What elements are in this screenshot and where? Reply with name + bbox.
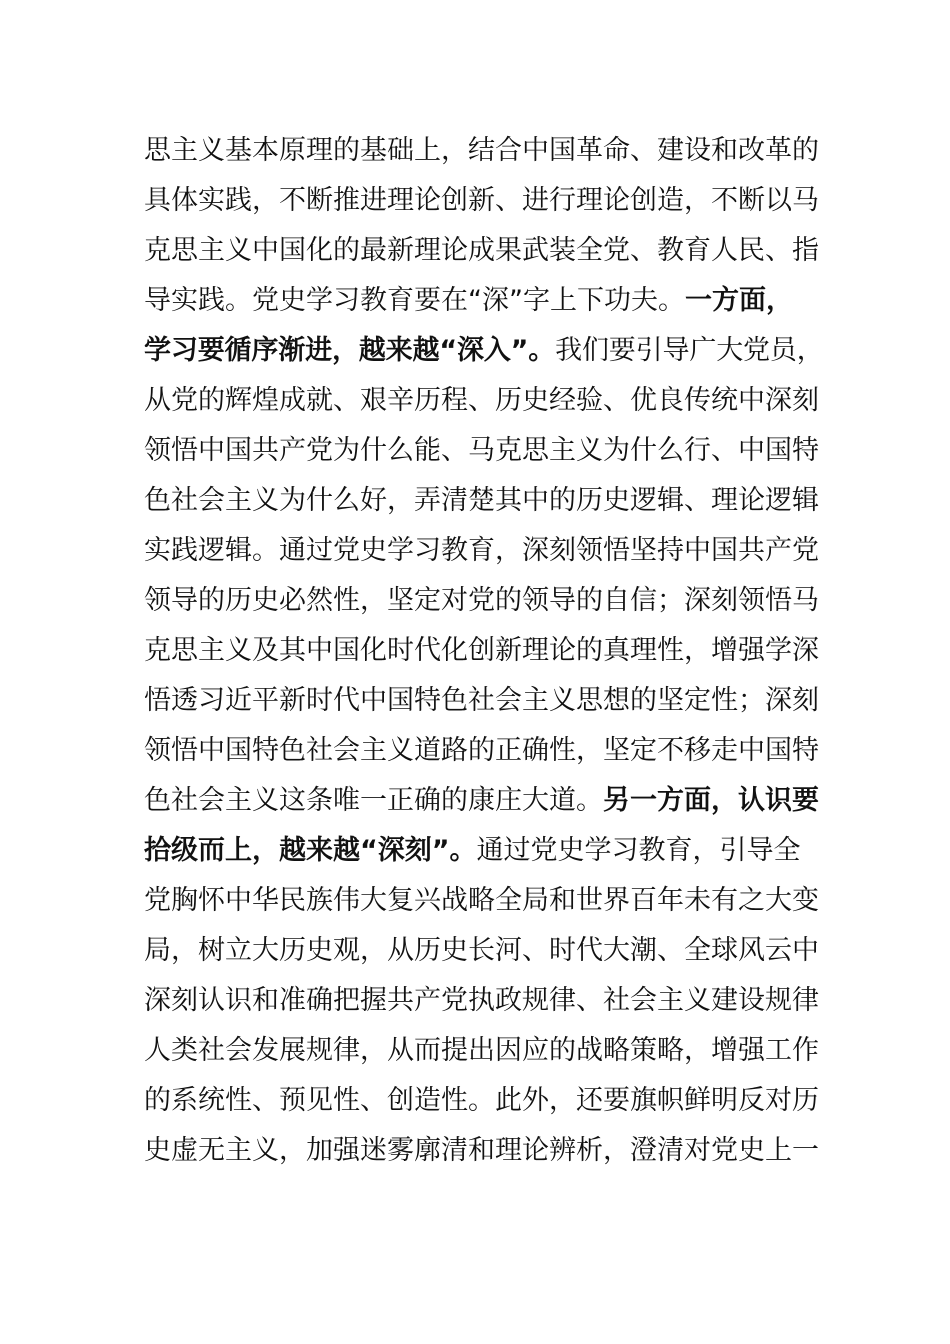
- text-line: [144, 426, 824, 476]
- text-line: [144, 1126, 824, 1176]
- text-line: [144, 176, 824, 226]
- text-run: 色社会主义为什么好，弄清楚其中的历史逻辑、理论逻辑: [144, 485, 819, 516]
- text-line: [144, 626, 824, 676]
- text-line: [144, 1076, 824, 1126]
- text-line: [144, 526, 824, 576]
- text-run: 史虚无主义，加强迷雾廓清和理论辨析，澄清对党史上一: [144, 1135, 819, 1166]
- text-line: [144, 126, 824, 176]
- text-line: [144, 776, 824, 826]
- bold-heading-run: 一方面，: [684, 285, 793, 316]
- text-run: 具体实践，不断推进理论创新、进行理论创造，不断以马: [144, 185, 819, 216]
- text-line: [144, 476, 824, 526]
- text-run: 局，树立大历史观，从历史长河、时代大潮、全球风云中: [144, 935, 819, 966]
- text-line: [144, 276, 824, 326]
- body-text: [144, 126, 824, 1176]
- text-run: 色社会主义这条唯一正确的康庄大道。: [144, 785, 603, 816]
- text-run: 思主义基本原理的基础上，结合中国革命、建设和改革的: [144, 135, 819, 166]
- text-run: 领悟中国共产党为什么能、马克思主义为什么行、中国特: [144, 435, 819, 466]
- text-line: [144, 326, 824, 376]
- text-line: [144, 576, 824, 626]
- text-run: 的系统性、预见性、创造性。此外，还要旗帜鲜明反对历: [144, 1085, 819, 1116]
- text-line: [144, 226, 824, 276]
- text-run: 人类社会发展规律，从而提出因应的战略策略，增强工作: [144, 1035, 819, 1066]
- bold-heading-run: 学习要循序渐进，越来越“深入”。: [144, 335, 556, 366]
- text-line: [144, 676, 824, 726]
- text-line: [144, 876, 824, 926]
- bold-heading-run: 拾级而上，越来越“深刻”。: [144, 835, 477, 866]
- text-run: 领悟中国特色社会主义道路的正确性，坚定不移走中国特: [144, 735, 819, 766]
- text-line: [144, 826, 824, 876]
- text-run: 实践逻辑。通过党史学习教育，深刻领悟坚持中国共产党: [144, 535, 819, 566]
- text-line: [144, 726, 824, 776]
- text-line: [144, 376, 824, 426]
- text-line: [144, 976, 824, 1026]
- text-run: 导实践。党史学习教育要在“深”字上下功夫。: [144, 285, 685, 316]
- text-line: [144, 926, 824, 976]
- text-run: 党胸怀中华民族伟大复兴战略全局和世界百年未有之大变: [144, 885, 819, 916]
- text-run: 我们要引导广大党员，: [555, 335, 824, 366]
- bold-heading-run: 另一方面，认识要: [603, 785, 819, 816]
- text-run: 领导的历史必然性，坚定对党的领导的自信；深刻领悟马: [144, 585, 819, 616]
- text-run: 通过党史学习教育，引导全: [476, 835, 801, 866]
- text-run: 悟透习近平新时代中国特色社会主义思想的坚定性；深刻: [144, 685, 819, 716]
- text-run: 深刻认识和准确把握共产党执政规律、社会主义建设规律: [144, 985, 819, 1016]
- text-run: 克思主义及其中国化时代化创新理论的真理性，增强学深: [144, 635, 819, 666]
- text-run: 从党的辉煌成就、艰辛历程、历史经验、优良传统中深刻: [144, 385, 819, 416]
- text-line: [144, 1026, 824, 1076]
- text-run: 克思主义中国化的最新理论成果武装全党、教育人民、指: [144, 235, 819, 266]
